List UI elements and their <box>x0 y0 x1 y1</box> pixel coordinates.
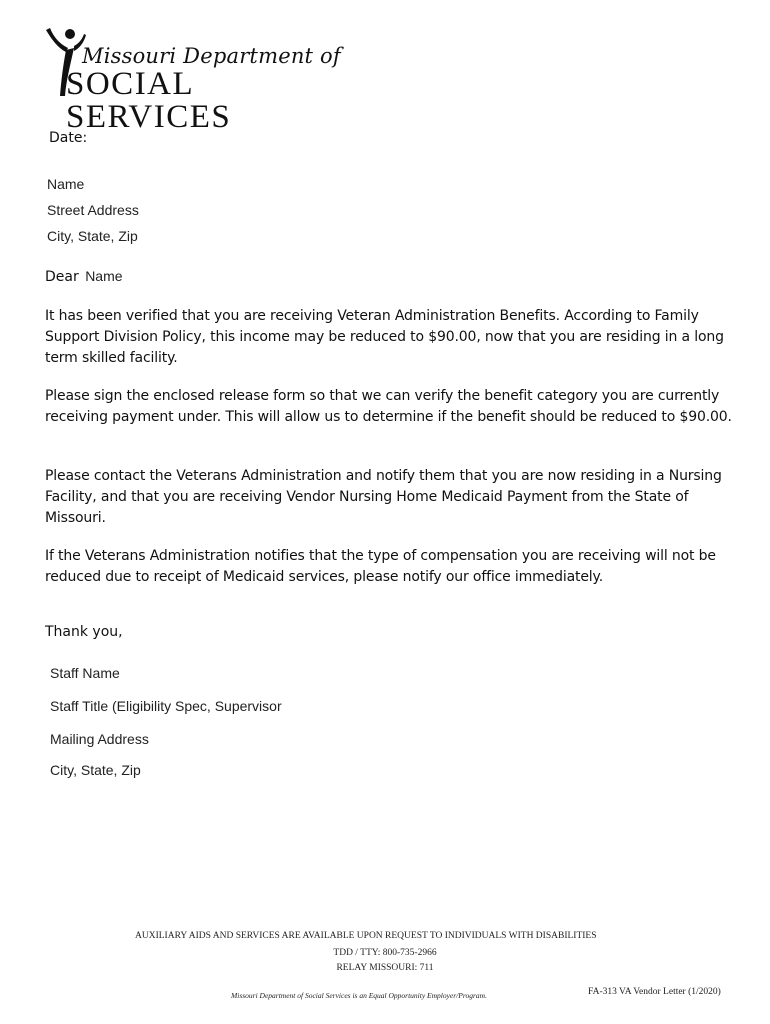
staff-city: City, State, Zip <box>50 762 141 778</box>
footer-relay: RELAY MISSOURI: 711 <box>336 963 434 973</box>
recipient-name: Name <box>47 176 85 192</box>
dss-logo <box>44 26 364 135</box>
footer-equal-opportunity: Missouri Department of Social Services is an Equal Opportunity Employer/Program. <box>231 991 487 1000</box>
date-label: Date: <box>49 130 88 146</box>
footer-tdd: TDD / TTY: 800-735-2966 <box>333 948 437 958</box>
paragraph-1: It has been verified that you are receiving Veteran Administration Benefits. According to Family Support Division Policy, this income may be reduced to $90.00, now that you are residing in a long term skilled facility. <box>45 308 724 366</box>
paragraph-3: Please contact the Veterans Administration and notify them that you are now residing in a Nursing Facility, and that you are receiving Vendor Nursing Home Medicaid Payment from the State of Missouri. <box>45 468 722 526</box>
staff-mailing-address: Mailing Address <box>50 731 149 747</box>
logo-line-2: SOCIAL SERVICES <box>66 66 232 135</box>
salutation <box>45 268 123 285</box>
salutation-name: Name <box>85 268 123 284</box>
paragraph-4: If the Veterans Administration notifies that the type of compensation you are receiving will not be reduced due to receipt of Medicaid services, please notify our office immediately. <box>45 548 716 585</box>
footer-auxiliary: AUXILIARY AIDS AND SERVICES ARE AVAILABLE UPON REQUEST TO INDIVIDUALS WITH DISABILITIES <box>135 931 597 941</box>
salutation-dear: Dear <box>45 269 79 285</box>
paragraph-2: Please sign the enclosed release form so that we can verify the benefit category you are currently receiving payment under. This will allow us to determine if the benefit should be reduced to $90.00. <box>45 388 732 425</box>
closing: Thank you, <box>45 624 123 640</box>
recipient-city: City, State, Zip <box>47 228 138 244</box>
staff-name: Staff Name <box>50 665 120 681</box>
staff-title: Staff Title (Eligibility Spec, Supervisor <box>50 698 282 714</box>
form-id: FA-313 VA Vendor Letter (1/2020) <box>588 987 721 997</box>
recipient-street: Street Address <box>47 202 139 218</box>
logo-line-1: Missouri Department of <box>82 44 341 68</box>
